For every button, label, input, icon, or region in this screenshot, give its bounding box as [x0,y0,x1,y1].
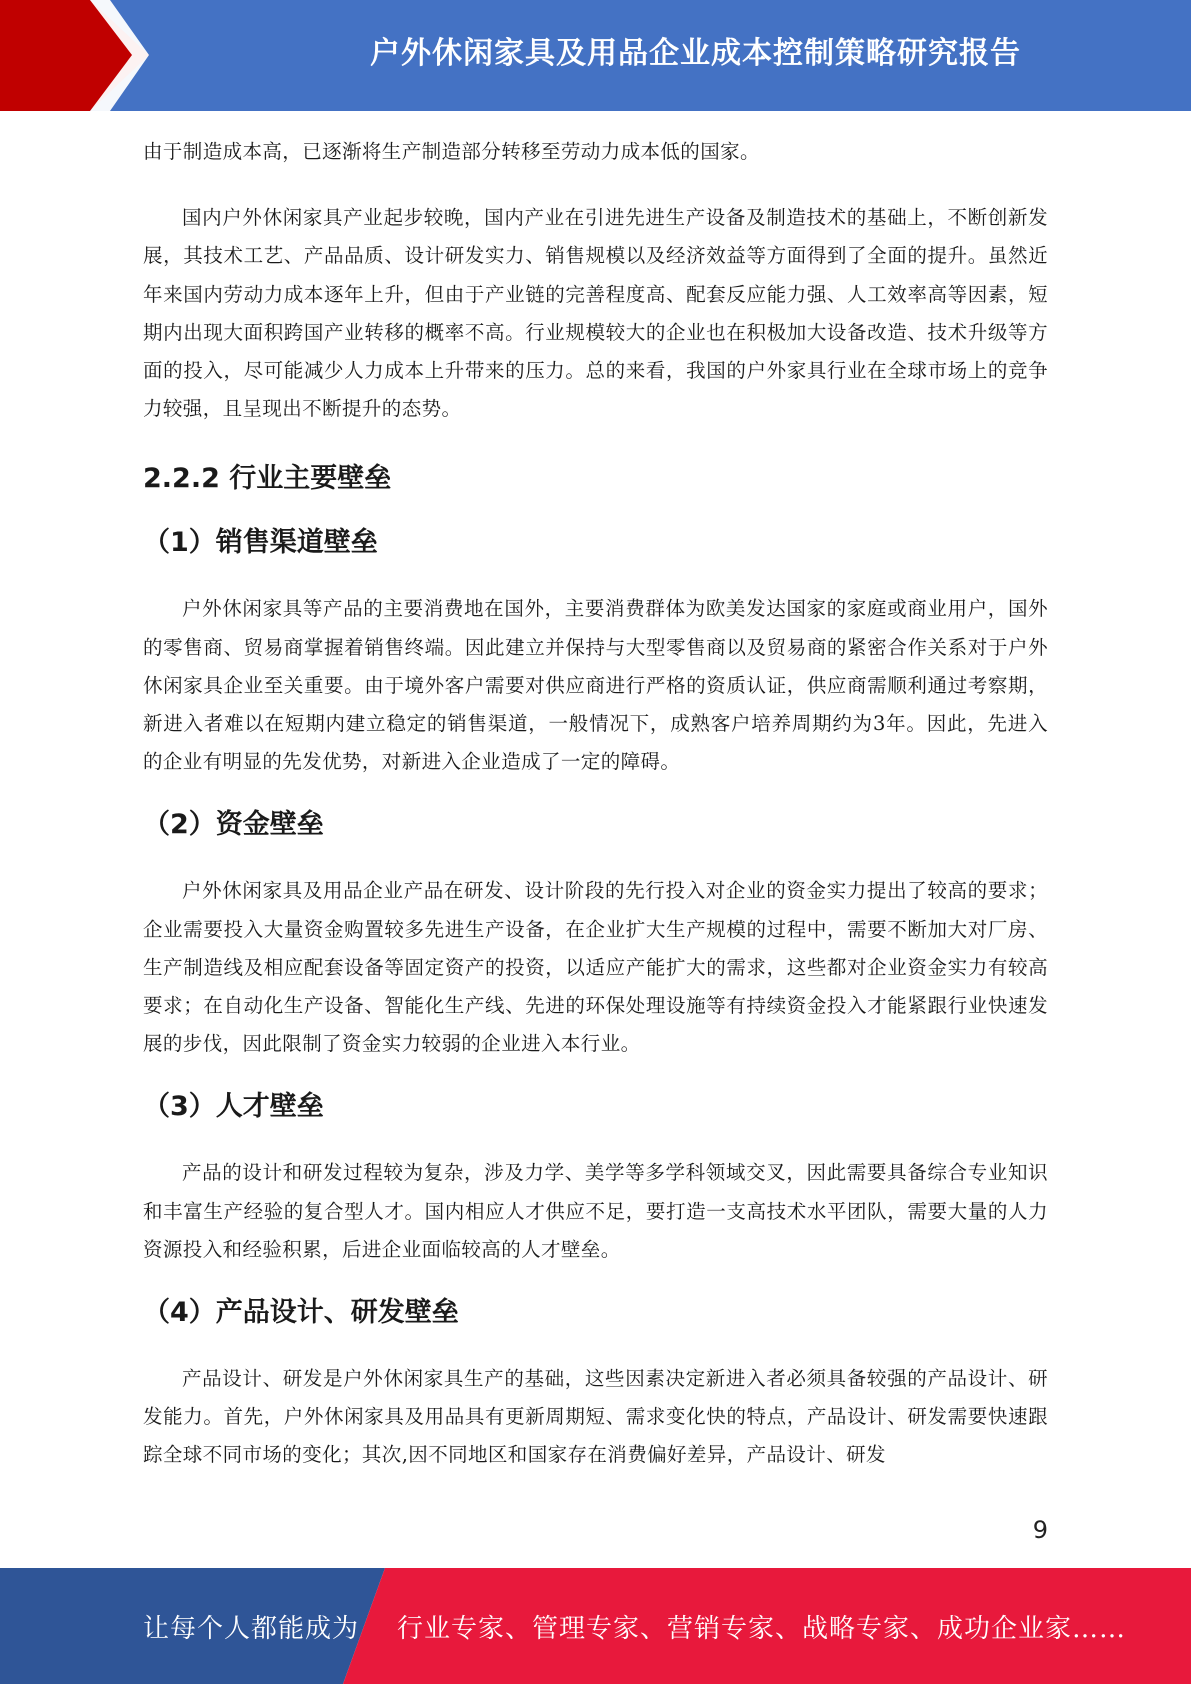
page-number: 9 [1032,1516,1048,1544]
paragraph-continued: 由于制造成本高，已逐渐将生产制造部分转移至劳动力成本低的国家。 [143,140,760,163]
subheading-sales-channel: （1）销售渠道壁垒 [143,527,378,559]
paragraph-domestic-industry: 国内户外休闲家具产业起步较晚，国内产业在引进先进生产设备及制造技术的基础上，不断创新发展，其技术工艺、产品品质、设计研发实力、销售规模以及经济效益等方面得到了全面的提升。虽然近年来国内劳动力成本逐年上升，但由于产业链的完善程度高、配套反应能力强、人工效率高等因素，短期内出现大面积跨国产业转移的概率不高。行业规模较大的企业也在积极加大设备改造、技术升级等方面的投入，尽可能减少人力成本上升带来的压力。总的来看，我国的户外家具行业在全球市场上的竞争力较强，且呈现出不断提升的态势。 [143,206,1048,421]
footer-slogan-right: 行业专家、管理专家、营销专家、战略专家、成功企业家…… [397,1613,1127,1644]
paragraph-talent: 产品的设计和研发过程较为复杂，涉及力学、美学等多学科领域交叉，因此需要具备综合专业知识和丰富生产经验的复合型人才。国内相应人才供应不足，要打造一支高技术水平团队，需要大量的人力资源投入和经验积累，后进企业面临较高的人才壁垒。 [143,1161,1048,1261]
subheading-capital: （2）资金壁垒 [143,809,324,841]
paragraph-capital: 户外休闲家具及用品企业产品在研发、设计阶段的先行投入对企业的资金实力提出了较高的要求；企业需要投入大量资金购置较多先进生产设备，在企业扩大生产规模的过程中，需要不断加大对厂房、生产制造线及相应配套设备等固定资产的投资，以适应产能扩大的需求，这些都对企业资金实力有较高要求；在自动化生产设备、智能化生产线、先进的环保处理设施等有持续资金投入才能紧跟行业快速发展的步伐，因此限制了资金实力较弱的企业进入本行业。 [143,879,1048,1056]
paragraph-design-rd: 产品设计、研发是户外休闲家具生产的基础，这些因素决定新进入者必须具备较强的产品设计、研发能力。首先，户外休闲家具及用品具有更新周期短、需求变化快的特点，产品设计、研发需要快速跟踪全球不同市场的变化；其次,因不同地区和国家存在消费偏好差异，产品设计、研发 [143,1367,1048,1467]
subheading-design-rd: （4）产品设计、研发壁垒 [143,1297,459,1329]
paragraph-sales-channel: 户外休闲家具等产品的主要消费地在国外，主要消费群体为欧美发达国家的家庭或商业用户，国外的零售商、贸易商掌握着销售终端。因此建立并保持与大型零售商以及贸易商的紧密合作关系对于户外休闲家具企业至关重要。由于境外客户需要对供应商进行严格的资质认证，供应商需顺利通过考察期，新进入者难以在短期内建立稳定的销售渠道，一般情况下，成熟客户培养周期约为3年。因此，先进入的企业有明显的先发优势，对新进入企业造成了一定的障碍。 [143,597,1048,774]
page-footer [0,1568,1191,1684]
footer-slogan-left: 让每个人都能成为 [143,1613,360,1644]
subheading-talent: （3）人才壁垒 [143,1091,324,1123]
report-title: 户外休闲家具及用品企业成本控制策略研究报告 [370,36,1021,71]
page-body [143,133,1048,1475]
page-header [0,0,1191,111]
section-heading-barriers: 2.2.2 行业主要壁垒 [143,463,392,495]
